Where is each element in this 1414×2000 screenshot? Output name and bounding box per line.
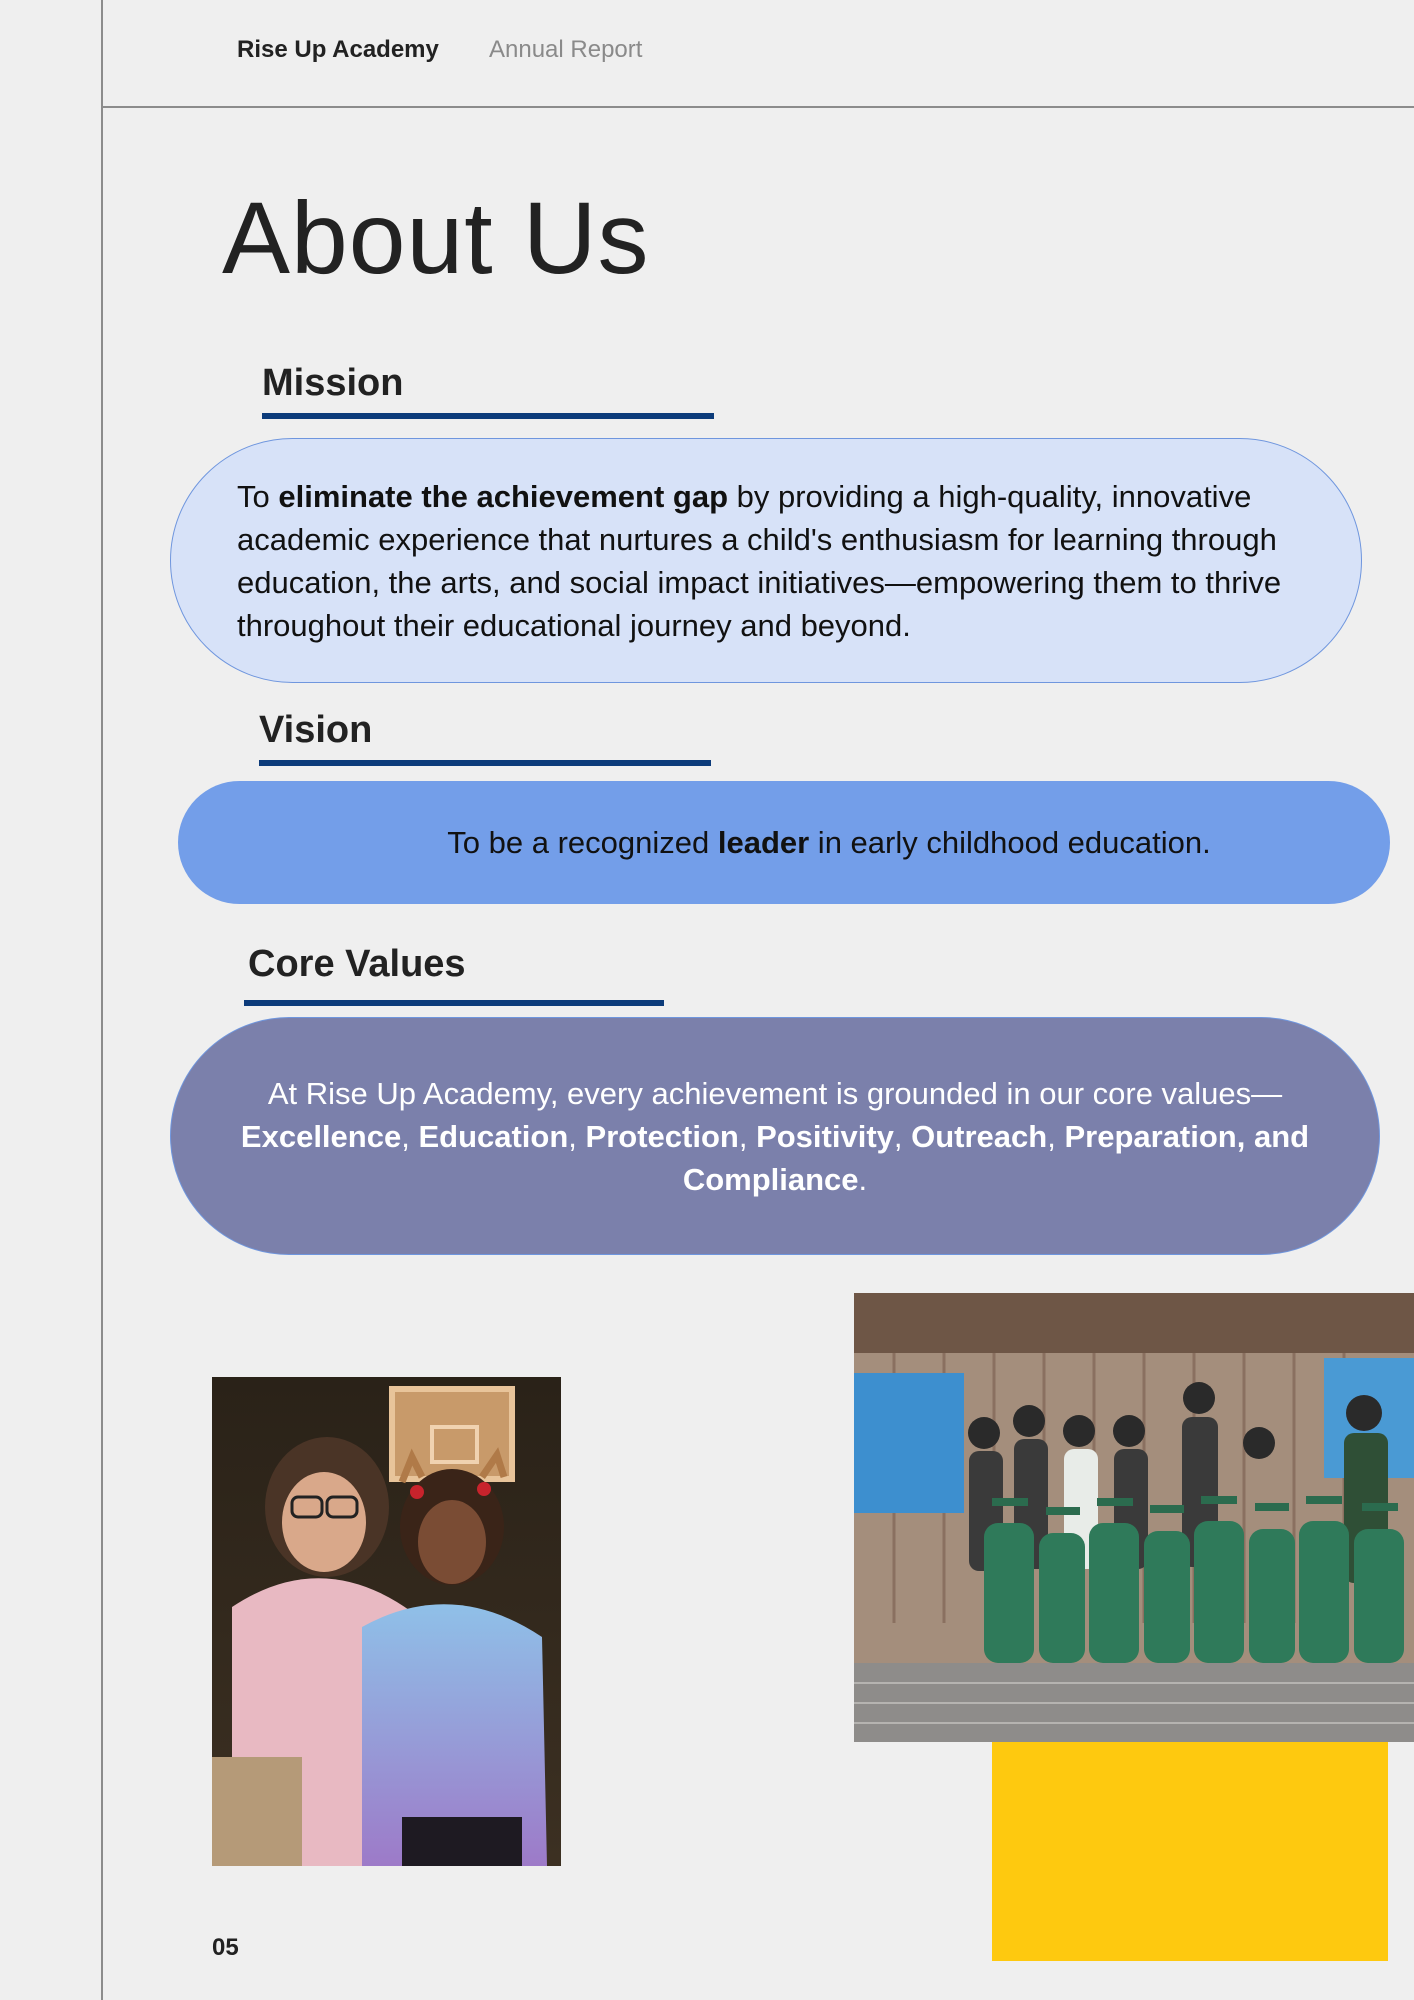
left-rule [101,0,103,2000]
core-values-text [219,1072,1331,1201]
brand-name: Rise Up Academy [237,36,439,63]
value-separator: , [893,1118,912,1154]
page-number: 05 [212,1934,239,1961]
header-rule [101,106,1414,108]
mission-underline [262,413,714,419]
value-protection: Protection [585,1118,739,1154]
mission-heading: Mission [262,362,404,404]
value-education: Education [418,1118,569,1154]
core-values-underline [244,1000,664,1006]
value-positivity: Positivity [756,1118,894,1154]
mission-text [237,475,1331,647]
report-label: Annual Report [489,36,643,63]
vision-box [178,781,1390,904]
value-separator: , [568,1118,586,1154]
photo-two-girls [212,1377,561,1866]
core-values-box [170,1017,1380,1255]
vision-text-prefix: To be a recognized [447,824,718,860]
core-values-intro: At Rise Up Academy, every achievement is grounded in our core values— [267,1075,1283,1111]
mission-box [170,438,1362,683]
mission-text-prefix: To [237,479,279,514]
vision-text-suffix: in early childhood education. [809,824,1211,860]
value-outreach: Outreach [911,1118,1048,1154]
value-excellence: Excellence [240,1118,402,1154]
value-separator: , [1047,1118,1065,1154]
value-separator: , [738,1118,757,1154]
photo-graduation-group [854,1293,1414,1742]
vision-text [357,825,1210,861]
mission-text-suffix: by providing a high-quality, innovative academic experience that nurtures a child's enthusiasm for learning through education, the arts, and social impact initiatives—empowering them to thrive throughout their educational journey and beyond. [237,479,1282,643]
vision-underline [259,760,711,766]
vision-heading: Vision [259,709,373,751]
page-title: About Us [222,181,650,295]
vision-text-emphasis: leader [717,824,810,860]
core-values-end: . [858,1161,868,1197]
yellow-accent-block [992,1742,1388,1961]
value-preparation-compliance: Preparation, and Compliance [682,1118,1310,1197]
core-values-heading: Core Values [248,943,466,985]
mission-text-emphasis: eliminate the achievement gap [278,479,729,514]
value-separator: , [401,1118,419,1154]
